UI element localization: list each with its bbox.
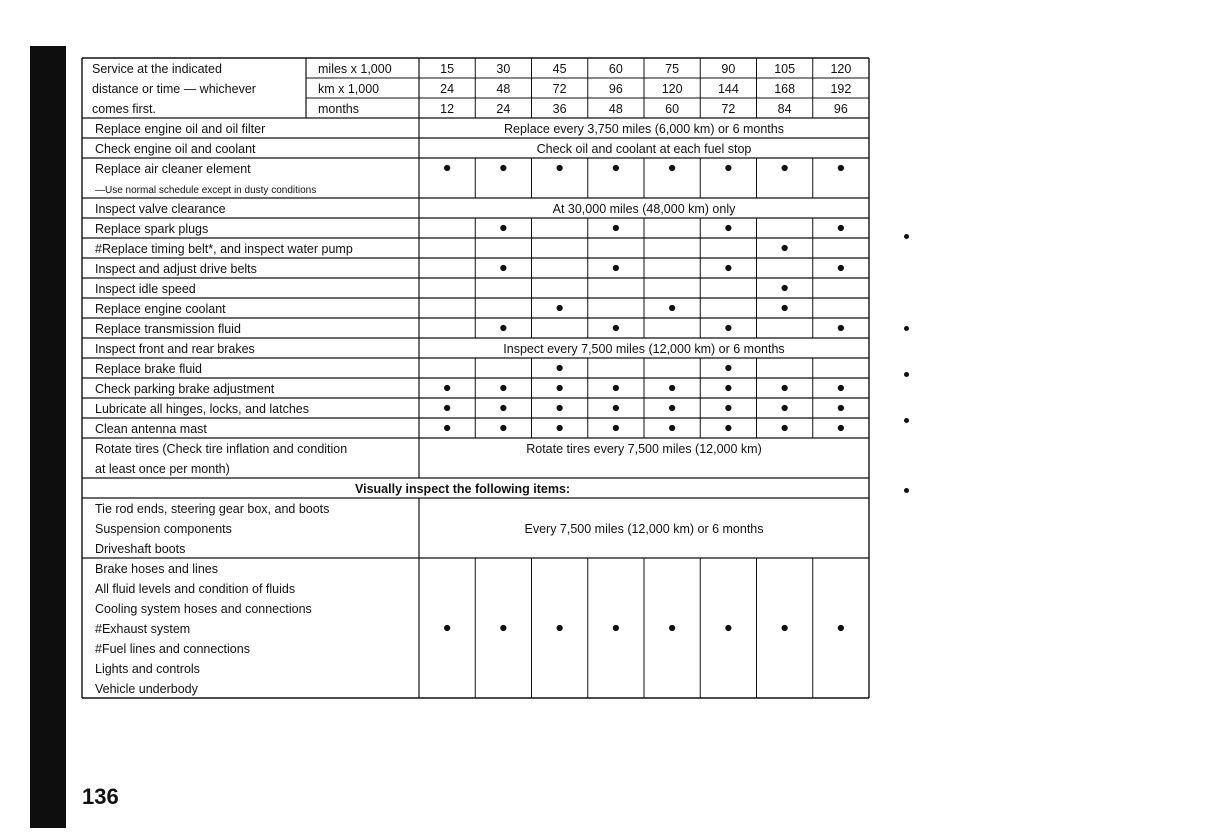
row-label: Replace spark plugs [95,222,209,236]
sidebar-title: Maintenance Schedule for Severe Conditions [67,287,89,679]
header-interval-miles: 105 [774,62,796,76]
row-service-dot [500,385,506,391]
row-service-dot [500,405,506,411]
row-label: at least once per month) [95,462,230,476]
group2-service-dot [725,625,731,631]
header-interval-km: 120 [661,82,683,96]
row-service-dot [613,385,619,391]
row-label: Inspect front and rear brakes [95,342,255,356]
header-interval-km: 192 [830,82,852,96]
row-service-dot [838,225,844,231]
row-service-dot [613,225,619,231]
row-service-dot [444,385,450,391]
row-label: Rotate tires (Check tire inflation and condition [95,442,348,456]
header-interval-months: 60 [665,102,680,116]
row-service-dot [838,405,844,411]
header-interval-months: 84 [777,102,792,116]
margin-bullet [904,234,909,239]
header-interval-km: 96 [608,82,623,96]
header-interval-miles: 15 [440,62,455,76]
row-service-dot [500,225,506,231]
row-service-dot [838,325,844,331]
group2-item-label: #Fuel lines and connections [95,642,250,656]
row-label: #Replace timing belt*, and inspect water pump [95,242,353,256]
header-interval-months: 48 [608,102,623,116]
row-service-dot [613,165,619,171]
row-service-dot [557,385,563,391]
row-service-dot [557,165,563,171]
row-service-dot [557,365,563,371]
row-label: Inspect idle speed [95,282,196,296]
group2-service-dot [444,625,450,631]
row-service-dot [500,425,506,431]
row-service-dot [782,305,788,311]
group1-interval-text: Every 7,500 miles (12,000 km) or 6 months [524,522,764,536]
page-number: 136 [82,784,119,809]
header-label-line: distance or time — whichever [92,82,256,96]
margin-bullet [904,372,909,377]
row-service-dot [669,385,675,391]
row-label: Inspect and adjust drive belts [95,262,257,276]
row-service-dot [557,425,563,431]
row-note: —Use normal schedule except in dusty conditions [95,185,317,196]
header-unit-label: months [318,102,359,116]
header-interval-miles: 60 [608,62,623,76]
row-service-dot [838,425,844,431]
group2-service-dot [838,625,844,631]
group2-service-dot [613,625,619,631]
row-label: Replace engine oil and oil filter [95,122,266,136]
header-interval-km: 168 [774,82,796,96]
row-service-dot [669,405,675,411]
header-interval-months: 12 [440,102,455,116]
row-service-dot [669,425,675,431]
header-interval-miles: 75 [665,62,680,76]
row-service-dot [782,385,788,391]
row-service-dot [782,245,788,251]
header-interval-miles: 120 [830,62,852,76]
row-interval-text: Check oil and coolant at each fuel stop [536,142,752,156]
margin-bullet [904,418,909,423]
row-service-dot [782,425,788,431]
header-interval-months: 36 [552,102,567,116]
header-interval-km: 72 [552,82,567,96]
row-label: Replace transmission fluid [95,322,241,336]
row-service-dot [725,405,731,411]
margin-bullet [904,488,909,493]
header-interval-miles: 45 [552,62,567,76]
row-service-dot [838,385,844,391]
row-service-dot [613,265,619,271]
row-service-dot [725,365,731,371]
row-label: Check parking brake adjustment [95,382,275,396]
group2-item-label: Lights and controls [95,662,200,676]
row-service-dot [725,265,731,271]
group1-item-label: Suspension components [95,522,232,536]
row-label: Inspect valve clearance [95,202,226,216]
margin-bullet [904,326,909,331]
header-interval-km: 24 [440,82,455,96]
header-interval-months: 72 [721,102,736,116]
row-service-dot [838,265,844,271]
group2-service-dot [669,625,675,631]
row-service-dot [613,405,619,411]
group1-item-label: Driveshaft boots [95,542,186,556]
row-service-dot [613,425,619,431]
row-service-dot [725,165,731,171]
group2-item-label: All fluid levels and condition of fluids [95,582,296,596]
header-label-line: Service at the indicated [92,62,222,76]
row-service-dot [444,425,450,431]
group2-service-dot [557,625,563,631]
header-unit-label: km x 1,000 [318,82,380,96]
row-service-dot [838,165,844,171]
row-service-dot [725,385,731,391]
row-label: Replace brake fluid [95,362,203,376]
row-service-dot [557,305,563,311]
header-interval-months: 96 [833,102,848,116]
row-service-dot [557,405,563,411]
row-service-dot [725,425,731,431]
row-interval-text: At 30,000 miles (48,000 km) only [552,202,736,216]
row-label: Replace engine coolant [95,302,226,316]
row-service-dot [500,165,506,171]
header-interval-miles: 90 [721,62,736,76]
header-label-line: comes first. [92,102,156,116]
row-service-dot [725,325,731,331]
group2-item-label: Vehicle underbody [95,682,198,696]
header-interval-miles: 30 [496,62,511,76]
row-label: Lubricate all hinges, locks, and latches [95,402,310,416]
row-label: Replace air cleaner element [95,162,251,176]
header-interval-km: 48 [496,82,511,96]
row-label: Clean antenna mast [95,422,207,436]
row-service-dot [782,405,788,411]
header-interval-km: 144 [717,82,739,96]
row-service-dot [669,165,675,171]
row-service-dot [782,165,788,171]
group2-item-label: Brake hoses and lines [95,562,218,576]
row-label: Check engine oil and coolant [95,142,256,156]
row-service-dot [669,305,675,311]
row-service-dot [782,285,788,291]
row-service-dot [613,325,619,331]
header-unit-label: miles x 1,000 [318,62,392,76]
group1-item-label: Tie rod ends, steering gear box, and boots [95,502,330,516]
row-service-dot [500,265,506,271]
row-interval-text: Inspect every 7,500 miles (12,000 km) or 6 months [503,342,785,356]
group2-item-label: Cooling system hoses and connections [95,602,312,616]
group2-service-dot [500,625,506,631]
row-service-dot [444,165,450,171]
row-service-dot [444,405,450,411]
group2-item-label: #Exhaust system [95,622,191,636]
row-service-dot [725,225,731,231]
row-service-dot [500,325,506,331]
row-interval-text: Rotate tires every 7,500 miles (12,000 km) [526,442,762,456]
visual-inspection-heading: Visually inspect the following items: [355,482,571,496]
group2-service-dot [782,625,788,631]
row-interval-text: Replace every 3,750 miles (6,000 km) or 6 months [504,122,784,136]
header-interval-months: 24 [496,102,511,116]
